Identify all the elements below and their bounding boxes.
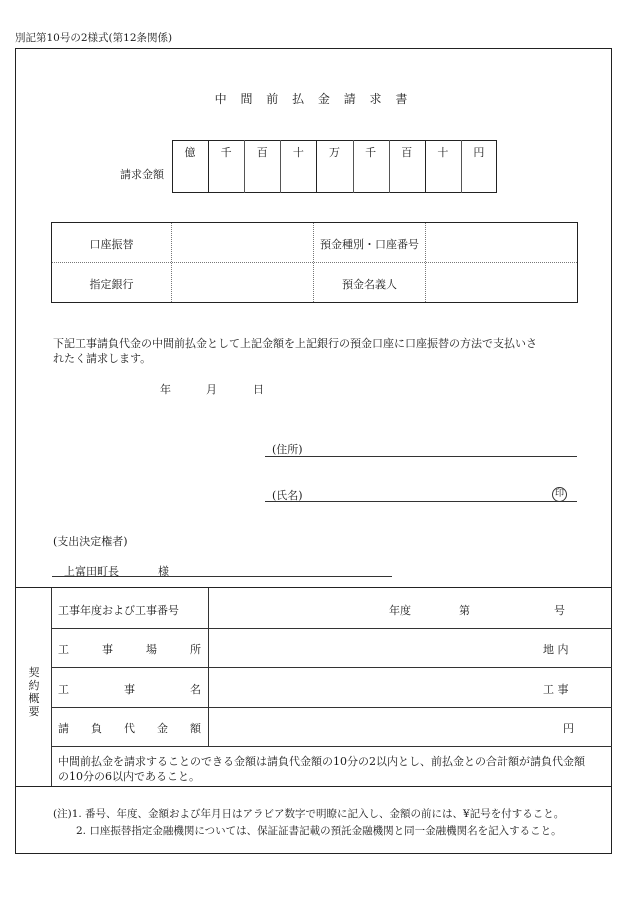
bank-transfer-label: 口座振替 [89,238,134,251]
row-label-char: 額 [190,722,201,735]
contract-bottom-border [15,786,612,787]
amount-unit-6: 百 [401,146,413,159]
contract-note-line2: の10分の6以内であること。 [58,770,200,783]
amount-divider [461,140,462,193]
construction-site-field[interactable] [210,629,540,666]
row-label-char: 工 [58,683,69,696]
amount-unit-1: 千 [220,146,232,159]
amount-divider [316,140,317,193]
row-label-char: 名 [190,683,201,696]
request-text-line1: 下記工事請負代金の中間前払金として上記金額を上記銀行の預金口座に口座振替の方法で支払いさ [53,337,537,350]
request-text-line2: れたく請求します。 [53,352,152,365]
row-label-char: 事 [124,683,135,696]
designated-bank-label: 指定銀行 [89,278,134,291]
amount-unit-2: 百 [256,146,268,159]
account-holder-field[interactable] [427,264,576,301]
contract-year-number-label: 工事年度および工事番号 [58,604,179,617]
form-title: 中 間 前 払 金 請 求 書 [214,92,413,106]
account-holder-label: 預金名義人 [342,278,397,291]
amount-divider [353,140,354,193]
form-reference: 別記第10号の2様式(第12条関係) [15,32,173,44]
designated-bank-field[interactable] [173,264,311,301]
amount-unit-4: 万 [328,146,340,159]
contract-amount-label [58,720,201,736]
contract-number-prefix: 第 [459,604,470,617]
amount-divider [280,140,281,193]
construction-name-label [58,681,201,697]
amount-unit-5: 千 [365,146,377,159]
row-label-char: 場 [146,643,157,656]
footnote-2: 2. 口座振替指定金融機関については、保証証書記載の預託金融機関と同一金融機関名を記入すること。 [76,825,562,837]
contract-side-char: 概 [28,692,40,705]
amount-divider [208,140,209,193]
contract-side-border [51,588,52,786]
row-label-char: 請 [58,722,69,735]
contract-year-suffix: 年度 [389,604,411,617]
authority-name: 上富田町長 [64,565,119,578]
contract-amount-field[interactable] [210,708,555,745]
name-label: (氏名) [272,489,303,502]
contract-amount-suffix: 円 [563,722,574,735]
row-label-char: 負 [91,722,102,735]
address-line[interactable] [265,456,577,457]
amount-unit-0: 億 [184,146,196,159]
contract-side-char: 要 [28,705,40,718]
amount-divider [244,140,245,193]
construction-name-suffix: 工 事 [543,683,569,696]
authority-underline [52,576,392,577]
amount-unit-8: 円 [473,146,485,159]
amount-unit-7: 十 [437,146,449,159]
amount-divider [389,140,390,193]
seal-mark: 印 [552,487,567,502]
construction-site-suffix: 地 内 [543,643,569,656]
date-month: 月 [206,383,217,396]
construction-site-label [58,641,201,657]
construction-name-field[interactable] [210,668,540,706]
address-label: (住所) [272,443,303,456]
account-number-field[interactable] [427,224,576,261]
contract-side-char: 契 [28,666,40,679]
row-label-char: 金 [157,722,168,735]
amount-unit-3: 十 [292,146,304,159]
authority-label: (支出決定権者) [53,535,128,548]
footnote-1: (注)1. 番号、年度、金額および年月日はアラビア数字で明瞭に記入し、金額の前には、¥記号を付すること。 [53,808,565,820]
row-label-char: 事 [102,643,113,656]
contract-top-border [15,587,612,588]
account-type-label: 預金種別・口座番号 [320,238,419,251]
row-label-char: 代 [124,722,135,735]
contract-year-number-field[interactable] [210,589,610,627]
row-label-char: 所 [190,643,201,656]
contract-note-line1: 中間前払金を請求することのできる金額は請負代金額の10分の2以内とし、前払金との合計額が請負代金額 [58,755,585,768]
amount-label: 請求金額 [120,168,164,181]
bank-transfer-field[interactable] [173,224,311,261]
contract-side-char: 約 [28,679,40,692]
authority-honorific: 様 [158,565,169,578]
amount-divider [425,140,426,193]
name-line[interactable] [265,501,577,502]
date-day: 日 [253,383,264,396]
date-year: 年 [160,383,171,396]
contract-number-suffix: 号 [554,604,565,617]
row-label-char: 工 [58,643,69,656]
